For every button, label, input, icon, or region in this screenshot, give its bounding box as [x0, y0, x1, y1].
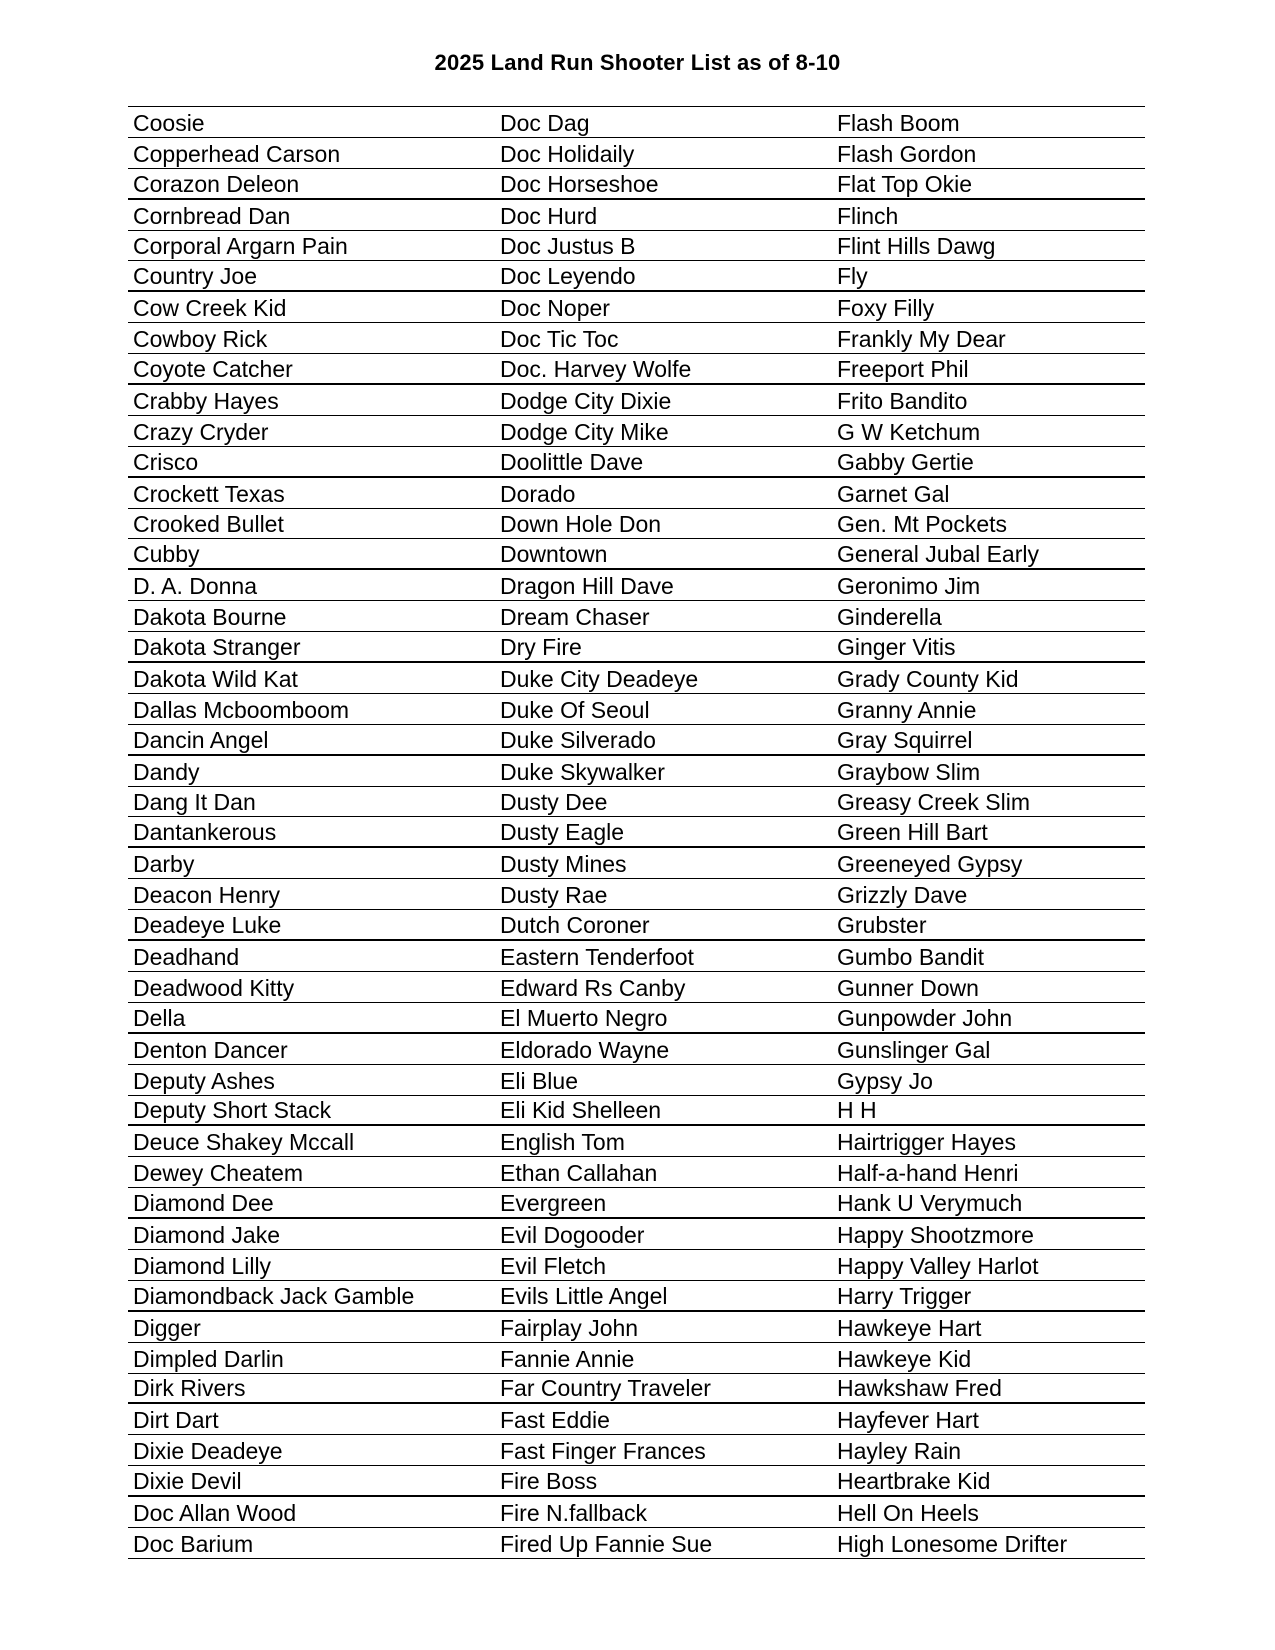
table-row	[128, 694, 1145, 725]
shooter-name-cell: Fire Boss	[500, 1468, 598, 1495]
shooter-name-cell: Diamondback Jack Gamble	[133, 1282, 415, 1309]
shooter-name-cell: Edward Rs Canby	[500, 974, 686, 1001]
shooter-name-cell: Doc Horseshoe	[500, 170, 659, 197]
shooter-name-cell: Dry Fire	[500, 634, 582, 661]
shooter-name-cell: Downtown	[500, 541, 608, 568]
shooter-name-cell: Crooked Bullet	[133, 511, 284, 538]
shooter-name-cell: Hell On Heels	[837, 1499, 979, 1526]
shooter-name-cell: Dirk Rivers	[133, 1375, 246, 1402]
shooter-name-cell: H H	[837, 1097, 877, 1124]
shooter-name-cell: Ethan Callahan	[500, 1160, 658, 1187]
shooter-name-cell: Flat Top Okie	[837, 170, 973, 197]
shooter-name-cell: Crabby Hayes	[133, 387, 279, 414]
shooter-name-cell: Ginger Vitis	[837, 634, 956, 661]
table-row	[128, 1096, 1145, 1127]
shooter-name-cell: G W Ketchum	[837, 418, 981, 445]
shooter-name-cell: Grubster	[837, 912, 927, 939]
table-row	[128, 1034, 1145, 1065]
shooter-name-cell: Dandy	[133, 758, 200, 785]
shooter-name-cell: Dusty Mines	[500, 851, 627, 878]
shooter-name-cell: Doc Hurd	[500, 202, 598, 229]
shooter-name-cell: Eldorado Wayne	[500, 1036, 670, 1063]
table-row	[128, 416, 1145, 447]
shooter-name-cell: Cow Creek Kid	[133, 295, 287, 322]
shooter-name-cell: Doc Justus B	[500, 233, 636, 260]
table-row	[128, 1003, 1145, 1034]
shooter-name-cell: Cowboy Rick	[133, 326, 268, 353]
table-row	[128, 1374, 1145, 1405]
table-row	[128, 972, 1145, 1003]
shooter-name-cell: Dream Chaser	[500, 604, 650, 631]
table-row	[128, 1466, 1145, 1497]
table-row	[128, 879, 1145, 910]
shooter-name-cell: Doolittle Dave	[500, 448, 644, 475]
table-row	[128, 787, 1145, 818]
table-row	[128, 200, 1145, 231]
shooter-name-cell: Hank U Verymuch	[837, 1190, 1023, 1217]
table-row	[128, 1065, 1145, 1096]
shooter-name-cell: Gunpowder John	[837, 1004, 1013, 1031]
shooter-name-cell: English Tom	[500, 1129, 625, 1156]
shooter-name-cell: Fannie Annie	[500, 1345, 635, 1372]
table-row	[128, 725, 1145, 756]
shooter-name-cell: Corporal Argarn Pain	[133, 233, 348, 260]
shooter-name-cell: Evils Little Angel	[500, 1282, 668, 1309]
shooter-name-cell: Deacon Henry	[133, 882, 281, 909]
shooter-name-cell: Gumbo Bandit	[837, 943, 985, 970]
shooter-name-cell: Fast Finger Frances	[500, 1438, 706, 1465]
shooter-name-cell: Hawkeye Hart	[837, 1314, 982, 1341]
shooter-name-cell: Dodge City Mike	[500, 418, 669, 445]
table-row	[128, 601, 1145, 632]
table-row	[128, 385, 1145, 416]
shooter-name-cell: Freeport Phil	[837, 356, 969, 383]
shooter-name-cell: Eli Blue	[500, 1067, 578, 1094]
shooter-name-cell: Eli Kid Shelleen	[500, 1097, 662, 1124]
shooter-name-cell: General Jubal Early	[837, 541, 1039, 568]
shooter-name-cell: Denton Dancer	[133, 1036, 288, 1063]
table-row	[128, 1157, 1145, 1188]
shooter-name-cell: Cubby	[133, 541, 200, 568]
table-row	[128, 447, 1145, 478]
shooter-name-cell: Greeneyed Gypsy	[837, 851, 1023, 878]
shooter-name-cell: Country Joe	[133, 263, 258, 290]
shooter-name-cell: Down Hole Don	[500, 511, 662, 538]
shooter-name-cell: Doc Noper	[500, 295, 610, 322]
table-row	[128, 756, 1145, 787]
shooter-name-cell: Doc Tic Toc	[500, 326, 619, 353]
shooter-name-cell: Dodge City Dixie	[500, 387, 672, 414]
shooter-name-cell: Deputy Short Stack	[133, 1097, 332, 1124]
shooter-name-cell: Garnet Gal	[837, 480, 950, 507]
shooter-name-cell: Granny Annie	[837, 696, 977, 723]
shooter-name-cell: Digger	[133, 1314, 201, 1341]
table-row	[128, 1404, 1145, 1435]
table-row	[128, 941, 1145, 972]
table-row	[128, 138, 1145, 169]
table-row	[128, 1435, 1145, 1466]
shooter-name-cell: Dimpled Darlin	[133, 1345, 284, 1372]
shooter-name-cell: Doc Allan Wood	[133, 1499, 297, 1526]
shooter-name-cell: Evil Fletch	[500, 1252, 607, 1279]
shooter-name-cell: Cornbread Dan	[133, 202, 291, 229]
page-title: 2025 Land Run Shooter List as of 8-10	[434, 50, 841, 75]
shooter-name-cell: Della	[133, 1004, 186, 1031]
shooter-name-cell: Hairtrigger Hayes	[837, 1129, 1016, 1156]
shooter-name-cell: Crockett Texas	[133, 480, 285, 507]
shooter-name-cell: Dakota Bourne	[133, 604, 287, 631]
shooter-name-cell: Happy Shootzmore	[837, 1221, 1034, 1248]
shooter-name-cell: Frito Bandito	[837, 387, 968, 414]
table-row	[128, 231, 1145, 262]
shooter-name-cell: Dantankerous	[133, 819, 277, 846]
shooter-name-cell: Copperhead Carson	[133, 140, 341, 167]
shooter-name-cell: Gunslinger Gal	[837, 1036, 991, 1063]
shooter-name-cell: Grizzly Dave	[837, 882, 968, 909]
shooter-name-cell: Hawkshaw Fred	[837, 1375, 1002, 1402]
shooter-name-cell: Dusty Eagle	[500, 819, 625, 846]
shooter-name-cell: Greasy Creek Slim	[837, 789, 1030, 816]
table-row	[128, 1250, 1145, 1281]
shooter-name-cell: Doc. Harvey Wolfe	[500, 356, 692, 383]
shooter-name-cell: Dang It Dan	[133, 789, 256, 816]
shooter-name-cell: Geronimo Jim	[837, 573, 981, 600]
shooter-name-cell: Doc Barium	[133, 1530, 254, 1557]
shooter-name-cell: Doc Leyendo	[500, 263, 636, 290]
shooter-name-cell: Duke Of Seoul	[500, 696, 650, 723]
shooter-name-cell: Flash Gordon	[837, 140, 977, 167]
table-row	[128, 1497, 1145, 1528]
table-row	[128, 107, 1145, 138]
table-row	[128, 570, 1145, 601]
table-row	[128, 478, 1145, 509]
shooter-name-cell: Gunner Down	[837, 974, 979, 1001]
shooter-name-cell: Dirt Dart	[133, 1407, 219, 1434]
shooter-name-cell: Harry Trigger	[837, 1282, 972, 1309]
shooter-name-cell: Diamond Jake	[133, 1221, 281, 1248]
shooter-name-cell: Coyote Catcher	[133, 356, 293, 383]
shooter-name-cell: Dorado	[500, 480, 576, 507]
table-row	[128, 261, 1145, 292]
shooter-name-cell: Grady County Kid	[837, 665, 1019, 692]
shooter-name-cell: Dewey Cheatem	[133, 1160, 304, 1187]
shooter-name-cell: Dusty Dee	[500, 789, 608, 816]
shooter-name-cell: Eastern Tenderfoot	[500, 943, 694, 970]
shooter-name-cell: Deputy Ashes	[133, 1067, 275, 1094]
table-row	[128, 169, 1145, 200]
shooter-name-cell: Darby	[133, 851, 195, 878]
shooter-name-cell: Deuce Shakey Mccall	[133, 1129, 355, 1156]
shooter-name-cell: Gen. Mt Pockets	[837, 511, 1008, 538]
shooter-name-cell: Flinch	[837, 202, 899, 229]
shooter-name-cell: Dutch Coroner	[500, 912, 650, 939]
shooter-name-cell: Green Hill Bart	[837, 819, 988, 846]
shooter-name-cell: Diamond Dee	[133, 1190, 274, 1217]
shooter-name-cell: Diamond Lilly	[133, 1252, 272, 1279]
shooter-name-cell: Dakota Wild Kat	[133, 665, 298, 692]
shooter-name-cell: Doc Holidaily	[500, 140, 635, 167]
shooter-name-cell: Deadhand	[133, 943, 240, 970]
table-row	[128, 323, 1145, 354]
shooter-name-cell: Evergreen	[500, 1190, 607, 1217]
table-row	[128, 910, 1145, 941]
table-row	[128, 1343, 1145, 1374]
shooter-name-cell: Evil Dogooder	[500, 1221, 645, 1248]
shooter-name-cell: Dakota Stranger	[133, 634, 301, 661]
shooter-name-cell: Fire N.fallback	[500, 1499, 647, 1526]
table-row	[128, 1219, 1145, 1250]
shooter-name-cell: Duke Skywalker	[500, 758, 665, 785]
shooter-name-cell: Hayfever Hart	[837, 1407, 979, 1434]
shooter-name-cell: Doc Dag	[500, 109, 590, 136]
shooter-name-cell: Fairplay John	[500, 1314, 639, 1341]
shooter-name-cell: Duke Silverado	[500, 726, 656, 753]
shooter-name-cell: Hawkeye Kid	[837, 1345, 972, 1372]
shooter-name-cell: Ginderella	[837, 604, 942, 631]
table-row	[128, 354, 1145, 385]
shooter-name-cell: Corazon Deleon	[133, 170, 300, 197]
shooter-list-table	[128, 106, 1145, 1559]
table-row	[128, 1188, 1145, 1219]
table-row	[128, 1126, 1145, 1157]
shooter-name-cell: Dancin Angel	[133, 726, 269, 753]
shooter-name-cell: Foxy Filly	[837, 295, 935, 322]
shooter-name-cell: Crisco	[133, 448, 199, 475]
table-row	[128, 632, 1145, 663]
shooter-name-cell: Far Country Traveler	[500, 1375, 711, 1402]
shooter-name-cell: Hayley Rain	[837, 1438, 961, 1465]
table-row	[128, 509, 1145, 540]
shooter-name-cell: Dixie Deadeye	[133, 1438, 283, 1465]
shooter-name-cell: Crazy Cryder	[133, 418, 269, 445]
table-row	[128, 1528, 1145, 1559]
table-row	[128, 292, 1145, 323]
shooter-name-cell: Flint Hills Dawg	[837, 233, 996, 260]
shooter-name-cell: Fired Up Fannie Sue	[500, 1530, 713, 1557]
shooter-name-cell: Gypsy Jo	[837, 1067, 933, 1094]
shooter-name-cell: Dragon Hill Dave	[500, 573, 674, 600]
table-row	[128, 817, 1145, 848]
shooter-name-cell: Fly	[837, 263, 868, 290]
shooter-name-cell: El Muerto Negro	[500, 1004, 668, 1031]
shooter-name-cell: Dallas Mcboomboom	[133, 696, 350, 723]
table-row	[128, 1281, 1145, 1312]
shooter-name-cell: Dixie Devil	[133, 1468, 242, 1495]
shooter-name-cell: Coosie	[133, 109, 205, 136]
shooter-name-cell: Half-a-hand Henri	[837, 1160, 1019, 1187]
shooter-name-cell: Heartbrake Kid	[837, 1468, 991, 1495]
shooter-name-cell: Happy Valley Harlot	[837, 1252, 1039, 1279]
shooter-name-cell: Fast Eddie	[500, 1407, 610, 1434]
shooter-name-cell: D. A. Donna	[133, 573, 258, 600]
shooter-name-cell: Gabby Gertie	[837, 448, 974, 475]
shooter-name-cell: Flash Boom	[837, 109, 960, 136]
shooter-name-cell: Gray Squirrel	[837, 726, 973, 753]
shooter-name-cell: Duke City Deadeye	[500, 665, 699, 692]
table-row	[128, 1312, 1145, 1343]
table-row	[128, 848, 1145, 879]
shooter-name-cell: Dusty Rae	[500, 882, 608, 909]
shooter-name-cell: High Lonesome Drifter	[837, 1530, 1068, 1557]
table-row	[128, 539, 1145, 570]
shooter-name-cell: Frankly My Dear	[837, 326, 1006, 353]
shooter-name-cell: Deadeye Luke	[133, 912, 282, 939]
shooter-name-cell: Deadwood Kitty	[133, 974, 295, 1001]
shooter-name-cell: Graybow Slim	[837, 758, 981, 785]
table-row	[128, 663, 1145, 694]
